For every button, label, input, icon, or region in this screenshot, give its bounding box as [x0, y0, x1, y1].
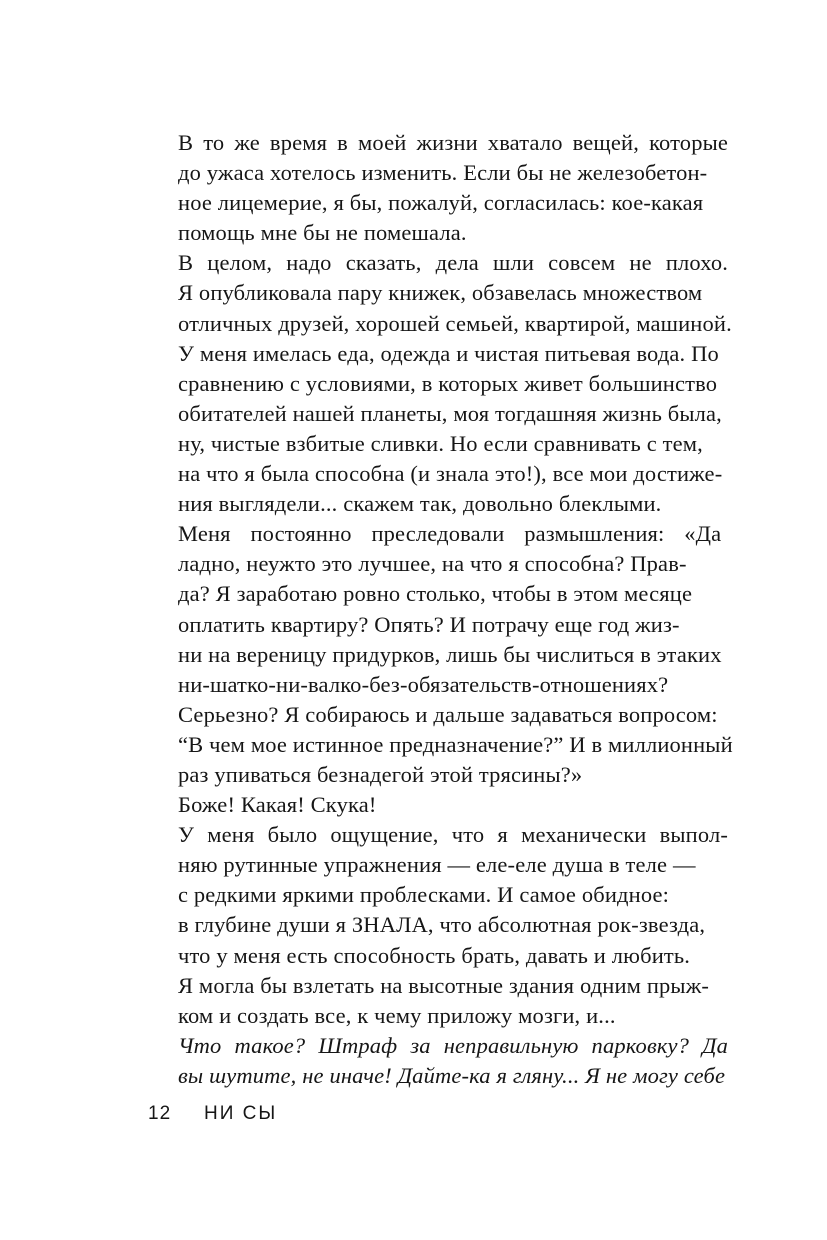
text-line: отличных друзей, хорошей семьей, квартирой, машиной.	[178, 310, 732, 336]
text-line: сравнению с условиями, в которых живет большинство	[178, 370, 718, 396]
paragraph	[148, 248, 732, 519]
text-line: раз упиваться безнадегой этой трясины?»	[178, 761, 583, 787]
text-line: помощь мне бы не помешала.	[178, 220, 467, 246]
text-line: что у меня есть способность брать, давать и любить.	[178, 942, 691, 968]
text-line: обитателей нашей планеты, моя тогдашняя жизнь была,	[178, 400, 722, 426]
text-line: ну, чистые взбитые сливки. Но если сравнивать с тем,	[178, 430, 703, 456]
text-line: Боже! Какая! Скука!	[178, 792, 377, 818]
running-head: НИ СЫ	[204, 1103, 278, 1124]
text-line: няю рутинные упражнения — еле-еле душа в теле —	[178, 852, 696, 878]
text-line: в глубине души я ЗНАЛА, что абсолютная рок-звезда,	[178, 912, 706, 938]
paragraph	[148, 820, 728, 1031]
text-line: ком и создать все, к чему приложу мозги, и...	[178, 1002, 616, 1028]
text-line: оплатить квартиру? Опять? И потрачу еще год жиз-	[178, 611, 680, 637]
text-line: ния выглядели... скажем так, довольно блеклыми.	[178, 491, 662, 517]
text-line: ное лицемерие, я бы, пожалуй, согласилась: кое-какая	[178, 190, 704, 216]
text-line: ни-шатко-ни-валко-без-обязательств-отношениях?	[178, 671, 669, 697]
text-line: У меня имелась еда, одежда и чистая питьевая вода. По	[178, 340, 719, 366]
text-line: Меня постоянно преследовали размышления: «Да	[178, 521, 722, 547]
body-text	[148, 128, 733, 1091]
text-line: “В чем мое истинное предназначение?” И в миллионный	[178, 731, 733, 757]
text-line: Я могла бы взлетать на высотные здания одним прыж-	[178, 972, 710, 998]
text-line: Я опубликовала пару книжек, обзавелась множеством	[178, 280, 703, 306]
text-line: с редкими яркими проблесками. И самое обидное:	[178, 882, 670, 908]
text-line: вы шутите, не иначе! Дайте-ка я гляну... Я не могу себе	[178, 1062, 726, 1088]
text-line: Серьезно? Я собираюсь и дальше задаваться вопросом:	[178, 701, 718, 727]
text-line: Что такое? Штраф за неправильную парковку? Да	[178, 1032, 728, 1058]
page-number: 12	[148, 1103, 172, 1124]
text-line: да? Я заработаю ровно столько, чтобы в этом месяце	[178, 581, 693, 607]
text-line: У меня было ощущение, что я механически выпол-	[178, 822, 728, 848]
text-line: В целом, надо сказать, дела шли совсем не плохо.	[178, 250, 728, 276]
text-line: В то же время в моей жизни хватало вещей, которые	[178, 130, 728, 155]
text-line: ладно, неужто это лучшее, на что я способна? Прав-	[178, 551, 687, 577]
text-line: ни на вереницу придурков, лишь бы числиться в этаких	[178, 641, 722, 667]
paragraph	[148, 128, 728, 248]
paragraph	[148, 519, 733, 790]
text-line: до ужаса хотелось изменить. Если бы не железобетон-	[178, 160, 708, 186]
paragraph	[148, 1031, 728, 1091]
paragraph	[148, 790, 728, 820]
text-line: на что я была способна (и знала это!), все мои достиже-	[178, 461, 723, 487]
